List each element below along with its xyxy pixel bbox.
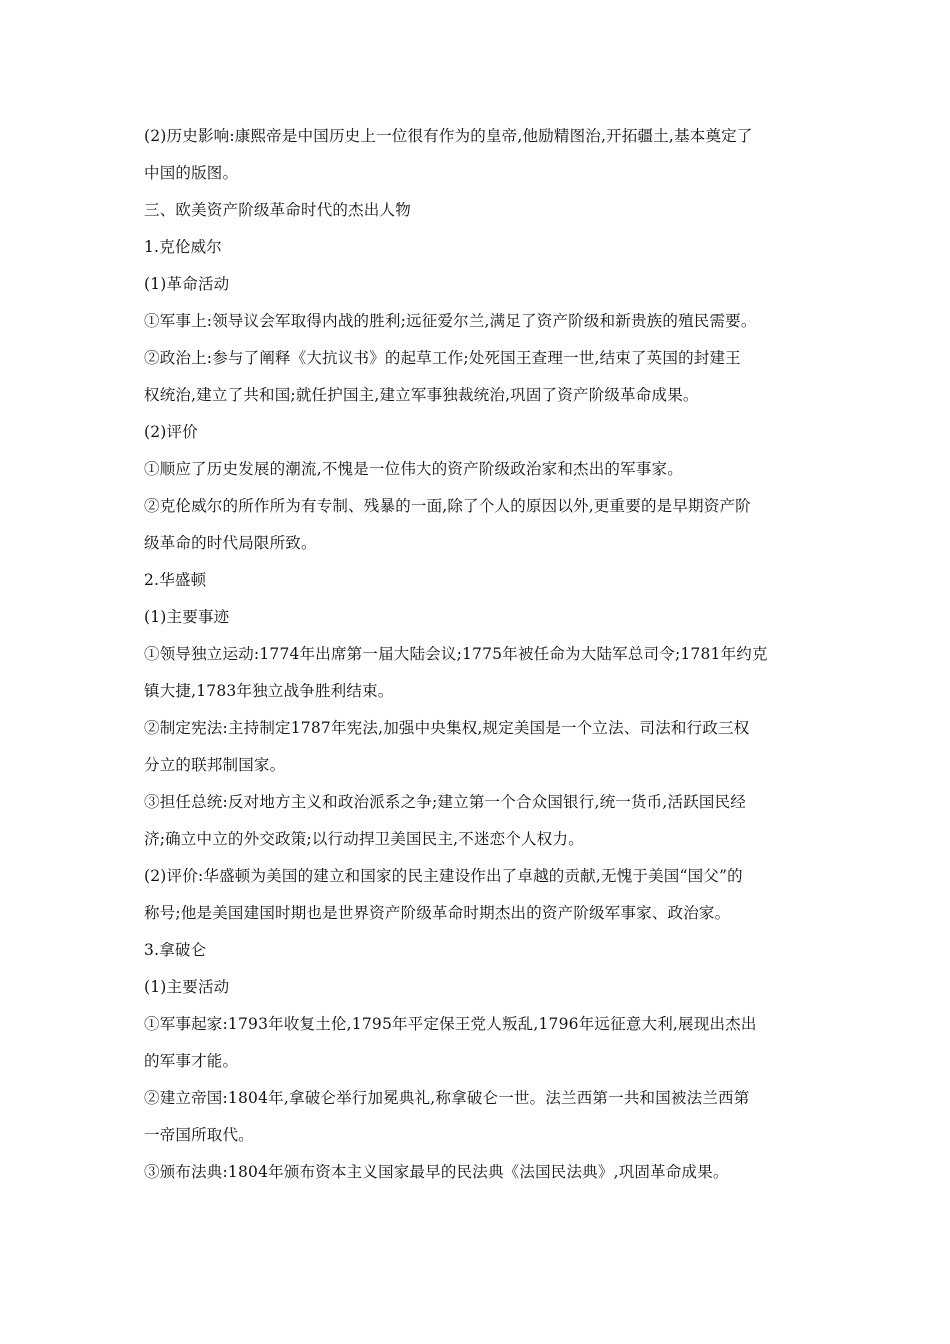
subsection-heading: 1.克伦威尔 [144, 238, 222, 256]
text-line: 级革命的时代局限所致。 [144, 534, 317, 552]
text-line: 的军事才能。 [144, 1052, 239, 1070]
subsection-heading: 3.拿破仑 [144, 941, 207, 959]
text-line: 济;确立中立的外交政策;以行动捍卫美国民主,不迷恋个人权力。 [144, 830, 584, 848]
subsection-heading: 2.华盛顿 [144, 571, 207, 589]
text-line: ②政治上:参与了阐释《大抗议书》的起草工作;处死国王查理一世,结束了英国的封建王 [144, 349, 741, 367]
text-line: ①军事上:领导议会军取得内战的胜利;远征爱尔兰,满足了资产阶级和新贵族的殖民需要。 [144, 312, 757, 330]
item-heading: (1)主要活动 [144, 978, 230, 996]
text-line: (2)评价:华盛顿为美国的建立和国家的民主建设作出了卓越的贡献,无愧于美国“国父”的 [144, 867, 743, 885]
text-line: 镇大捷,1783年独立战争胜利结束。 [144, 682, 394, 700]
text-line: 分立的联邦制国家。 [144, 756, 286, 774]
text-line: ②制定宪法:主持制定1787年宪法,加强中央集权,规定美国是一个立法、司法和行政三权 [144, 719, 750, 737]
text-line: (2)历史影响:康熙帝是中国历史上一位很有作为的皇帝,他励精图治,开拓疆土,基本奠定了 [144, 127, 753, 145]
text-line: ①顺应了历史发展的潮流,不愧是一位伟大的资产阶级政治家和杰出的军事家。 [144, 460, 683, 478]
item-heading: (1)革命活动 [144, 275, 230, 293]
text-line: ①军事起家:1793年收复土伦,1795年平定保王党人叛乱,1796年远征意大利,展现出杰出 [144, 1015, 757, 1033]
text-line: 一帝国所取代。 [144, 1126, 254, 1144]
text-line: ③担任总统:反对地方主义和政治派系之争;建立第一个合众国银行,统一货币,活跃国民经 [144, 793, 747, 811]
text-line: ③颁布法典:1804年颁布资本主义国家最早的民法典《法国民法典》,巩固革命成果。 [144, 1163, 729, 1181]
section-heading: 三、欧美资产阶级革命时代的杰出人物 [144, 201, 411, 219]
item-heading: (2)评价 [144, 423, 198, 441]
text-line: ②建立帝国:1804年,拿破仑举行加冕典礼,称拿破仑一世。法兰西第一共和国被法兰西第 [144, 1089, 750, 1107]
item-heading: (1)主要事迹 [144, 608, 230, 626]
text-line: 中国的版图。 [144, 164, 239, 182]
document-page [144, 118, 814, 1191]
text-line: ①领导独立运动:1774年出席第一届大陆会议;1775年被任命为大陆军总司令;1781年约克 [144, 645, 768, 663]
text-line: 称号;他是美国建国时期也是世界资产阶级革命时期杰出的资产阶级军事家、政治家。 [144, 904, 731, 922]
text-line: 权统治,建立了共和国;就任护国主,建立军事独裁统治,巩固了资产阶级革命成果。 [144, 386, 699, 404]
text-line: ②克伦威尔的所作所为有专制、残暴的一面,除了个人的原因以外,更重要的是早期资产阶 [144, 497, 751, 515]
